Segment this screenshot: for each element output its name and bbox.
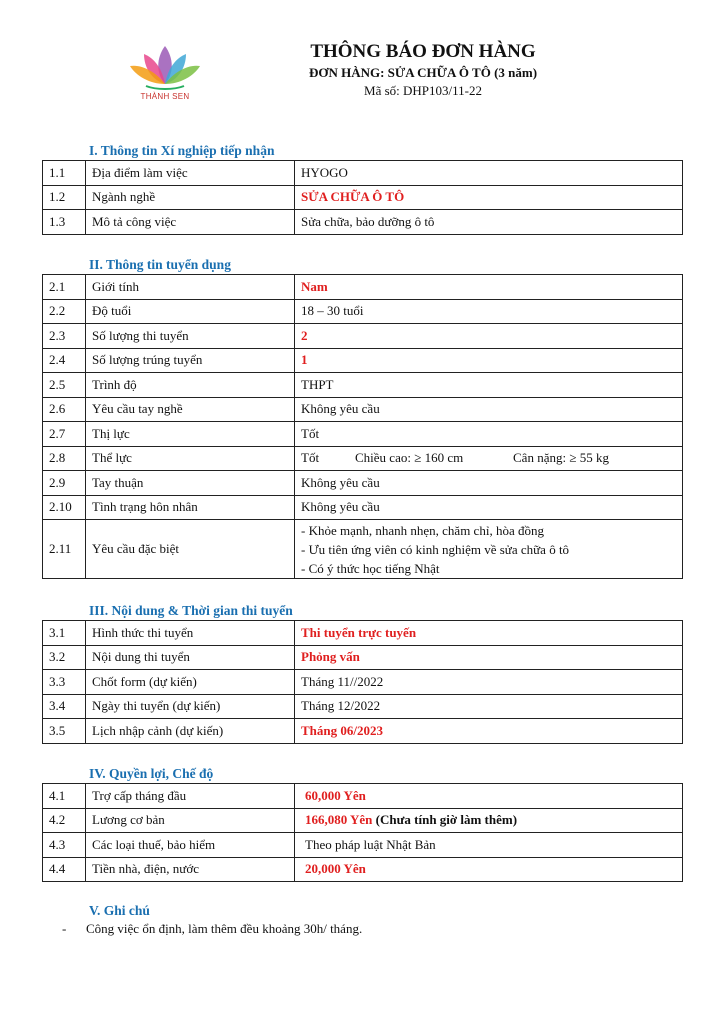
row-number: 2.5: [43, 373, 86, 398]
row-value: Không yêu cầu: [295, 397, 683, 422]
row-value: [295, 808, 683, 833]
row-value: Theo pháp luật Nhật Bản: [295, 833, 683, 858]
row-label: Tình trạng hôn nhân: [86, 495, 295, 520]
requirement-line: - Ưu tiên ứng viên có kinh nghiệm về sửa chữa ô tô: [301, 541, 570, 557]
row-value: HYOGO: [295, 161, 683, 186]
table-row: [43, 422, 683, 447]
row-label: Giới tính: [86, 275, 295, 300]
row-number: 1.2: [43, 185, 86, 210]
section-title-4: IV. Quyền lợi, Chế độ: [89, 766, 214, 781]
table-row: [43, 645, 683, 670]
table-row: [43, 161, 683, 186]
requirement-line: - Khỏe mạnh, nhanh nhẹn, chăm chỉ, hòa đồng: [301, 522, 544, 538]
logo-text: THÀNH SEN: [140, 92, 190, 101]
row-number: 3.5: [43, 719, 86, 744]
row-value: Phỏng vấn: [295, 645, 683, 670]
table-row: [43, 348, 683, 373]
row-value: [295, 520, 683, 579]
company-logo: [122, 40, 208, 104]
row-label: Ngày thi tuyển (dự kiến): [86, 694, 295, 719]
salary-value: 166,080 Yên: [305, 812, 373, 828]
row-value: Tháng 06/2023: [295, 719, 683, 744]
row-value: SỬA CHỮA Ô TÔ: [295, 185, 683, 210]
document-header: [240, 40, 606, 100]
row-value: Không yêu cầu: [295, 495, 683, 520]
row-label: Mô tả công việc: [86, 210, 295, 235]
row-label: Số lượng trúng tuyển: [86, 348, 295, 373]
row-number: 2.2: [43, 299, 86, 324]
table-row: [43, 471, 683, 496]
notes-list: [62, 921, 362, 937]
row-label: Thị lực: [86, 422, 295, 447]
row-label: Trình độ: [86, 373, 295, 398]
row-label: Hình thức thi tuyển: [86, 621, 295, 646]
exam-info-table: [42, 620, 683, 744]
recruitment-info-table: [42, 274, 683, 579]
table-row: [43, 833, 683, 858]
document-code: Mã số: DHP103/11-22: [364, 83, 482, 98]
row-number: 2.10: [43, 495, 86, 520]
row-label: Lương cơ bản: [86, 808, 295, 833]
section-title-3: III. Nội dung & Thời gian thi tuyển: [89, 603, 293, 618]
table-row: [43, 857, 683, 882]
fitness-value: Tốt: [301, 450, 320, 466]
row-number: 3.3: [43, 670, 86, 695]
row-number: 2.3: [43, 324, 86, 349]
row-value: [295, 446, 683, 471]
row-value: 20,000 Yên: [295, 857, 683, 882]
row-value: THPT: [295, 373, 683, 398]
table-row: [43, 397, 683, 422]
bullet-dash: -: [62, 921, 67, 936]
table-row: [43, 299, 683, 324]
row-value: Tháng 11//2022: [295, 670, 683, 695]
height-requirement: Chiều cao: ≥ 160 cm: [355, 450, 464, 466]
row-value: Sửa chữa, bảo dưỡng ô tô: [295, 210, 683, 235]
row-label: Ngành nghề: [86, 185, 295, 210]
row-number: 3.1: [43, 621, 86, 646]
row-value: 18 – 30 tuổi: [295, 299, 683, 324]
table-row: [43, 694, 683, 719]
row-value: Thi tuyển trực tuyến: [295, 621, 683, 646]
row-label: Thể lực: [86, 446, 295, 471]
list-item: [62, 921, 362, 937]
row-value: 1: [295, 348, 683, 373]
row-number: 4.3: [43, 833, 86, 858]
row-number: 4.4: [43, 857, 86, 882]
row-label: Chốt form (dự kiến): [86, 670, 295, 695]
enterprise-info-table: [42, 160, 683, 235]
row-label: Yêu cầu tay nghề: [86, 397, 295, 422]
row-value: 2: [295, 324, 683, 349]
row-label: Trợ cấp tháng đầu: [86, 784, 295, 809]
row-number: 1.1: [43, 161, 86, 186]
row-value: 60,000 Yên: [295, 784, 683, 809]
row-number: 2.8: [43, 446, 86, 471]
table-row: [43, 520, 683, 579]
requirement-line: - Có ý thức học tiếng Nhật: [301, 560, 440, 576]
row-value: Tháng 12/2022: [295, 694, 683, 719]
row-label: Nội dung thi tuyển: [86, 645, 295, 670]
table-row: [43, 495, 683, 520]
row-label: Tiền nhà, điện, nước: [86, 857, 295, 882]
row-number: 2.11: [43, 520, 86, 579]
table-row: [43, 670, 683, 695]
row-value: Không yêu cầu: [295, 471, 683, 496]
table-row: [43, 210, 683, 235]
weight-requirement: Cân nặng: ≥ 55 kg: [513, 450, 609, 466]
table-row: [43, 275, 683, 300]
table-row: [43, 808, 683, 833]
benefits-table: [42, 783, 683, 882]
salary-note: (Chưa tính giờ làm thêm): [375, 812, 518, 828]
table-row: [43, 324, 683, 349]
row-value: Nam: [295, 275, 683, 300]
row-label: Số lượng thi tuyển: [86, 324, 295, 349]
row-number: 2.1: [43, 275, 86, 300]
table-row: [43, 446, 683, 471]
row-label: Lịch nhập cảnh (dự kiến): [86, 719, 295, 744]
table-row: [43, 373, 683, 398]
document-subtitle: ĐƠN HÀNG: SỬA CHỮA Ô TÔ (3 năm): [308, 65, 538, 80]
table-row: [43, 719, 683, 744]
row-label: Các loại thuế, bảo hiểm: [86, 833, 295, 858]
section-title-1: I. Thông tin Xí nghiệp tiếp nhận: [89, 143, 275, 158]
row-number: 2.6: [43, 397, 86, 422]
row-number: 2.4: [43, 348, 86, 373]
row-number: 1.3: [43, 210, 86, 235]
note-text: Công việc ổn định, làm thêm đều khoảng 30h/ tháng.: [86, 921, 363, 936]
lotus-icon: [122, 40, 208, 94]
row-number: 4.1: [43, 784, 86, 809]
section-title-5: V. Ghi chú: [89, 903, 150, 918]
table-row: [43, 784, 683, 809]
row-label: Yêu cầu đặc biệt: [86, 520, 295, 579]
table-row: [43, 185, 683, 210]
row-label: Địa điểm làm việc: [86, 161, 295, 186]
row-value: Tốt: [295, 422, 683, 447]
table-row: [43, 621, 683, 646]
row-number: 2.9: [43, 471, 86, 496]
section-title-2: II. Thông tin tuyển dụng: [89, 257, 231, 272]
row-label: Tay thuận: [86, 471, 295, 496]
row-number: 3.2: [43, 645, 86, 670]
row-number: 3.4: [43, 694, 86, 719]
document-title: THÔNG BÁO ĐƠN HÀNG: [310, 41, 536, 62]
row-number: 4.2: [43, 808, 86, 833]
row-number: 2.7: [43, 422, 86, 447]
row-label: Độ tuổi: [86, 299, 295, 324]
